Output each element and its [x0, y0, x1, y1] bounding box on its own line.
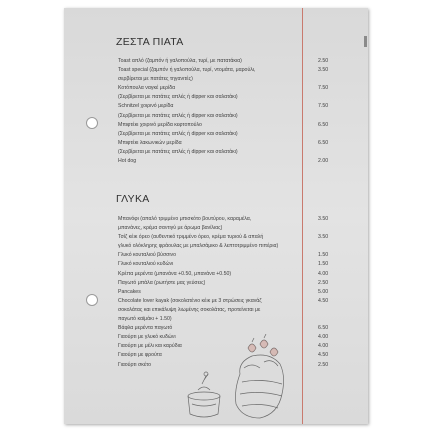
menu-item-price: 1.50 [318, 252, 329, 259]
menu-item-price: 6.50 [318, 325, 329, 332]
menu-item-name: Κρέπα μερέντα (μπανάνα +0.50, μπανάνα +0.50) [118, 270, 232, 277]
menu-item-name: (Σερβίρεται με πατάτες απλές ή dipper και σαλατάκι) [118, 130, 238, 137]
menu-item-row [118, 66, 348, 75]
section-title-sweets: ΓΛΥΚΑ [116, 193, 150, 205]
menu-item-name: Βάφλα μερέντα παγωτό [118, 325, 173, 332]
menu-item-name: σερβίρεται με πατάτες τηγανιτές) [118, 76, 193, 83]
menu-item-price: 4.50 [318, 352, 329, 359]
menu-item-price: 2.00 [318, 158, 329, 165]
menu-item-name: Τσίζ κέικ όρεο (αυθεντικό τριμμένο όρεο, κρέμα τυριού & απαλή [118, 234, 264, 241]
menu-item-row [118, 121, 348, 130]
menu-item-name: Hot dog [118, 158, 137, 165]
menu-item-price: 2.50 [318, 361, 329, 368]
menu-item-name: Μπιφτέκι χοιρινό μερίδα κεφτοπούλο [118, 121, 202, 128]
menu-item-name: παγωτό καϊμάκι + 1.50) [118, 316, 172, 323]
menu-item-name: Γιαούρτι με μέλι και καρύδια [118, 343, 182, 350]
menu-item-price: 3.50 [318, 216, 329, 222]
menu-item-name: Γιαούρτι με γλυκό κυδώνι [118, 334, 176, 341]
menu-item-name: Γλυκό κουταλιού κυδώνι [118, 261, 174, 268]
menu-item-price: 7.50 [318, 103, 329, 110]
menu-item-name: Γιαούρτι με φρούτα [118, 352, 162, 359]
menu-item-price: 3.50 [318, 234, 329, 241]
menu-item-row [118, 288, 348, 297]
menu-item-price: 4.50 [318, 297, 329, 304]
binder-hole-bottom [86, 294, 98, 306]
menu-item-price: 4.00 [318, 343, 329, 350]
menu-item-row [118, 215, 348, 224]
menu-item-row [118, 260, 348, 269]
menu-item-name: Toast special (ζαμπόν ή γαλοπούλα, τυρί, ντομάτα, μαρούλι, [118, 67, 256, 74]
binder-hole-top [86, 117, 98, 129]
menu-item-name: Μπιφτέκι λακωνικών μερίδα [118, 139, 182, 146]
menu-item-row [118, 157, 348, 166]
menu-item-price: 1.50 [318, 261, 329, 268]
menu-item-row [118, 315, 348, 324]
menu-item-name: Toast απλό (ζαμπόν ή γαλοπούλα, τυρί, με πατατάκια) [118, 58, 242, 64]
menu-item-price: 2.50 [318, 279, 329, 286]
menu-item-row [118, 112, 348, 121]
menu-item-row [118, 75, 348, 84]
menu-item-name: Chocolate lover kayak (σοκολατένιο κέικ με 3 στρώσεις γκανάζ [118, 297, 262, 304]
menu-item-name: Κοτόπουλα ναγκέ μερίδα [118, 85, 176, 92]
menu-item-row [118, 84, 348, 93]
menu-item-name: Pancakes [118, 288, 141, 295]
menu-item-row [118, 139, 348, 148]
menu-item-row [118, 270, 348, 279]
menu-item-row [118, 279, 348, 288]
menu-item-name: σοκολάτας και επικάλυψη λιωμένης σοκολάτας, προτείνεται με [118, 306, 261, 313]
menu-item-row [118, 242, 348, 251]
menu-item-row [118, 224, 348, 233]
menu-item-row [118, 130, 348, 139]
bookmark-ribbon [364, 36, 367, 47]
menu-item-row [118, 148, 348, 157]
menu-item-row [118, 102, 348, 111]
menu-item-name: μπανάνες, κρέμα σαντιγύ με άρωμα βανίλιας) [118, 225, 223, 232]
menu-item-row [118, 324, 348, 333]
menu-item-row [118, 93, 348, 102]
menu-item-price: 5.00 [318, 288, 329, 295]
menu-item-name: Γιαούρτι σκέτο [118, 361, 151, 368]
menu-item-price: 6.50 [318, 139, 329, 146]
menu-item-row [118, 251, 348, 260]
menu-item-price: 4.00 [318, 334, 329, 341]
menu-item-name: (Σερβίρεται με πατάτες απλές ή dipper και σαλατάκι) [118, 112, 238, 119]
menu-item-price: 2.50 [318, 58, 329, 64]
menu-item-price: 3.50 [318, 67, 329, 74]
menu-item-row [118, 297, 348, 306]
menu-item-name: (Σερβίρεται με πατάτες απλές ή dipper και σαλατάκι) [118, 94, 238, 101]
menu-item-name: Παγωτό μπάλα (ρωτήστε μας γεύσεις) [118, 279, 206, 286]
menu-item-row [118, 306, 348, 315]
menu-item-row [118, 57, 348, 66]
menu-item-name: (Σερβίρεται με πατάτες απλές ή dipper και σαλατάκι) [118, 148, 238, 155]
dessert-sketch-illustration [182, 334, 302, 424]
menu-item-price: 6.50 [318, 121, 329, 128]
menu-item-price: 4.00 [318, 270, 329, 277]
menu-item-name: Μπανόφι (απαλό τριμμένο μπισκότο βουτύρου, καραμέλα, [118, 216, 252, 222]
menu-item-name: γλυκό ολόκληρης φράουλας με μπαλσάμικο & λεπτοτριμμένο πιπέρια) [118, 243, 279, 250]
menu-page [64, 8, 368, 424]
section-title-hot-dishes: ΖΕΣΤΑ ΠΙΑΤΑ [116, 36, 184, 48]
hot-dishes-list [118, 57, 348, 166]
menu-item-price: 7.50 [318, 85, 329, 92]
menu-item-name: Schnitzel χοιρινό μερίδα [118, 103, 174, 110]
menu-item-name: Γλυκό κουταλιού βύσσινο [118, 252, 177, 259]
menu-item-row [118, 233, 348, 242]
